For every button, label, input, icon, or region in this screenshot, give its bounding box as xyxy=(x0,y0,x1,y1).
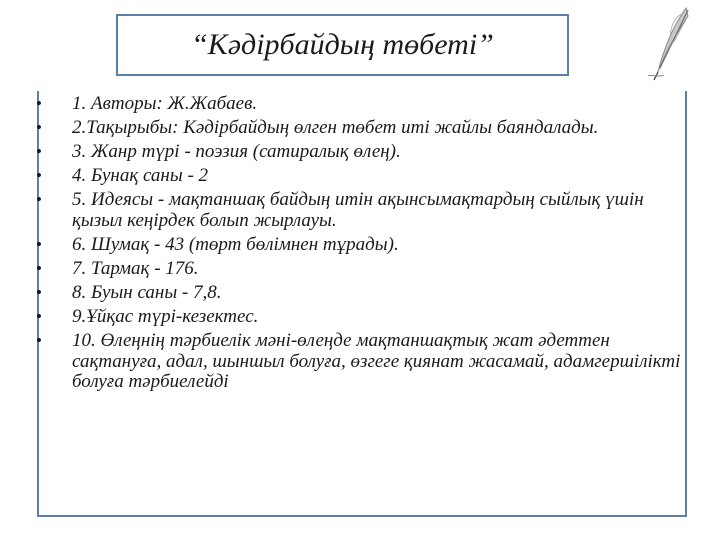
list-item: • 5. Идеясы - мақтаншақ байдың итін ақынсымақтардың сыйлық үшін қызыл кеңірдек болып жырлауы. xyxy=(36,189,644,231)
content-list xyxy=(36,94,692,396)
list-item: • 3. Жанр түрі - поэзия (сатиралық өлең). xyxy=(36,141,401,163)
slide-title: “Кәдірбайдың төбеті” xyxy=(191,28,494,61)
list-item: • 6. Шумақ - 43 (төрт бөлімнен тұрады). xyxy=(36,233,399,255)
list-item: • 1. Авторы: Ж.Жабаев. xyxy=(36,93,258,114)
list-item: • 7. Тармақ - 176. xyxy=(36,258,199,280)
list-item: • 4. Бунақ саны - 2 xyxy=(36,165,209,187)
list-item: • 2.Тақырыбы: Кәдірбайдың өлген төбет иті жайлы баяндалады. xyxy=(36,117,599,139)
list-item: • 10. Өлеңнің тәрбиелік мәні-өлеңде мақтаншақтық жат әдеттен сақтануға, адал, шыншыл болуға, өзгеге қиянат жасамай, адамгершілікті болуға тәрбиелейді xyxy=(36,330,681,393)
quill-pen-icon xyxy=(642,4,698,84)
title-box xyxy=(116,14,569,76)
list-item: • 9.Ұйқас түрі-кезектес. xyxy=(36,306,259,328)
list-item: • 8. Буын саны - 7,8. xyxy=(36,282,222,304)
